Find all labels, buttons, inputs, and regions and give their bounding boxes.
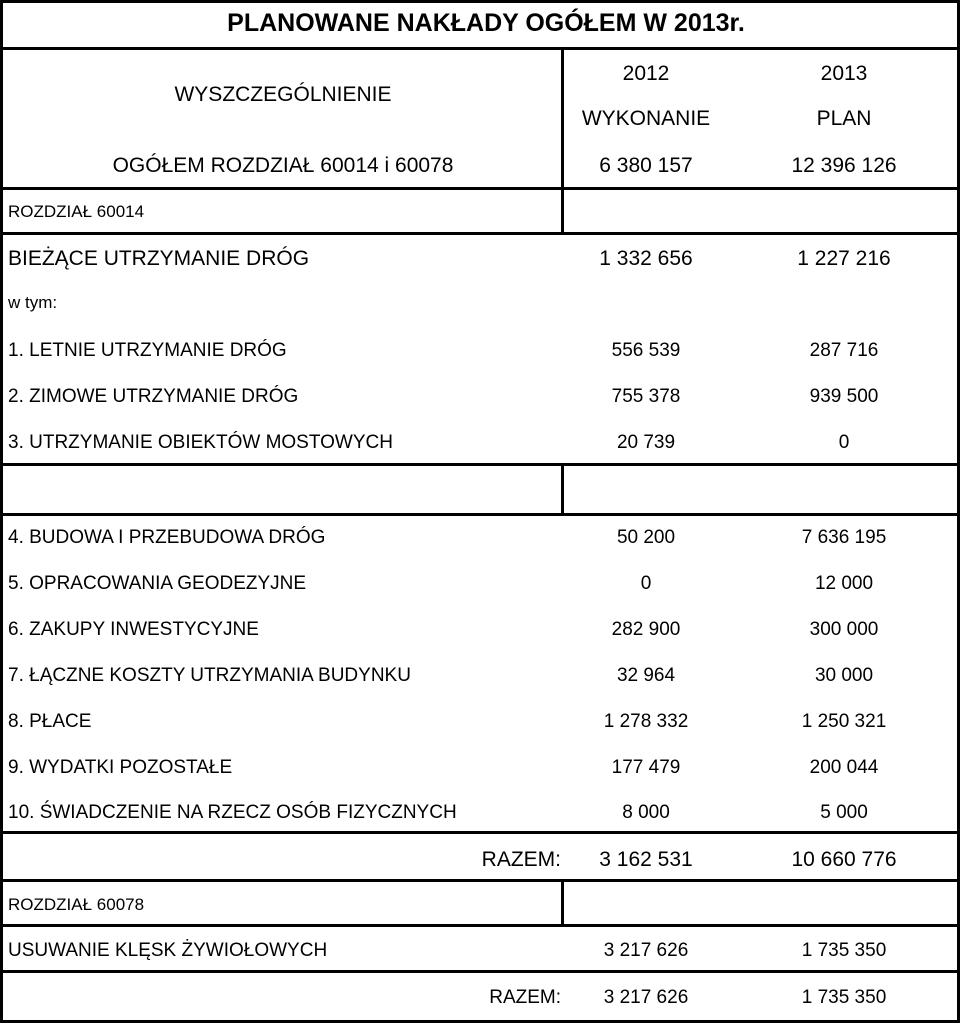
- item-10-2012: 8 000: [622, 802, 670, 823]
- section2-label: ROZDZIAŁ 60078: [8, 895, 145, 914]
- spacer-divider: [561, 463, 564, 516]
- section1-main-label: BIEŻĄCE UTRZYMANIE DRÓG: [8, 247, 310, 270]
- section2-main-2012: 3 217 626: [603, 940, 689, 961]
- page-title: PLANOWANE NAKŁADY OGÓŁEM W 2013r.: [227, 9, 745, 37]
- header-sub-2012: WYKONANIE: [581, 107, 711, 130]
- item-6-2013: 300 000: [809, 619, 879, 640]
- item-2-label: 2. ZIMOWE UTRZYMANIE DRÓG: [8, 386, 299, 407]
- razem1-2013: 10 660 776: [791, 848, 897, 871]
- section1-label-divider: [561, 187, 564, 235]
- item-3-2013: 0: [838, 432, 850, 453]
- item-1-label: 1. LETNIE UTRZYMANIE DRÓG: [8, 340, 287, 361]
- item-6-label: 6. ZAKUPY INWESTYCYJNE: [8, 619, 259, 640]
- razem1-label: RAZEM:: [481, 848, 561, 871]
- item-2-2013: 939 500: [809, 386, 879, 407]
- total-2012: 6 380 157: [599, 154, 693, 177]
- item-9-2013: 200 044: [809, 757, 879, 778]
- item-7-2013: 30 000: [814, 665, 874, 686]
- razem2-2013: 1 735 350: [801, 987, 887, 1008]
- total-2013: 12 396 126: [791, 154, 897, 177]
- item-5-2012: 0: [640, 573, 652, 594]
- item-8-2013: 1 250 321: [801, 711, 887, 732]
- section1-main-2013: 1 227 216: [797, 247, 891, 270]
- item-8-2012: 1 278 332: [603, 711, 689, 732]
- spacer-box: [0, 463, 960, 516]
- header-year-2013: 2013: [820, 62, 868, 85]
- item-2-2012: 755 378: [611, 386, 681, 407]
- section2-main-2013: 1 735 350: [801, 940, 887, 961]
- item-5-2013: 12 000: [814, 573, 874, 594]
- item-10-label: 10. ŚWIADCZENIE NA RZECZ OSÓB FIZYCZNYCH: [8, 802, 457, 823]
- item-4-2012: 50 200: [616, 527, 676, 548]
- item-6-2012: 282 900: [611, 619, 681, 640]
- header-divider: [561, 47, 564, 190]
- item-9-2012: 177 479: [611, 757, 681, 778]
- razem2-label: RAZEM:: [489, 987, 561, 1008]
- section1-label: ROZDZIAŁ 60014: [8, 202, 145, 221]
- item-5-label: 5. OPRACOWANIA GEODEZYJNE: [8, 573, 307, 594]
- item-3-label: 3. UTRZYMANIE OBIEKTÓW MOSTOWYCH: [8, 432, 393, 453]
- item-7-2012: 32 964: [616, 665, 676, 686]
- item-1-2012: 556 539: [611, 340, 681, 361]
- item-1-2013: 287 716: [809, 340, 879, 361]
- item-8-label: 8. PŁACE: [8, 711, 92, 732]
- item-7-label: 7. ŁĄCZNE KOSZTY UTRZYMANIA BUDYNKU: [8, 665, 411, 686]
- section2-label-divider: [561, 879, 564, 927]
- total-label: OGÓŁEM ROZDZIAŁ 60014 i 60078: [112, 154, 454, 177]
- razem1-2012: 3 162 531: [599, 848, 693, 871]
- item-4-label: 4. BUDOWA I PRZEBUDOWA DRÓG: [8, 527, 326, 548]
- item-4-2013: 7 636 195: [801, 527, 887, 548]
- section1-main-2012: 1 332 656: [599, 247, 693, 270]
- item-3-2012: 20 739: [616, 432, 676, 453]
- wtym-label: w tym:: [8, 293, 58, 312]
- header-sub-2013: PLAN: [816, 107, 872, 130]
- item-10-2013: 5 000: [820, 802, 868, 823]
- item-9-label: 9. WYDATKI POZOSTAŁE: [8, 757, 233, 778]
- header-col-label: WYSZCZEGÓLNIENIE: [174, 83, 392, 106]
- header-year-2012: 2012: [622, 62, 670, 85]
- razem2-2012: 3 217 626: [603, 987, 689, 1008]
- section2-main-label: USUWANIE KLĘSK ŻYWIOŁOWYCH: [8, 940, 328, 961]
